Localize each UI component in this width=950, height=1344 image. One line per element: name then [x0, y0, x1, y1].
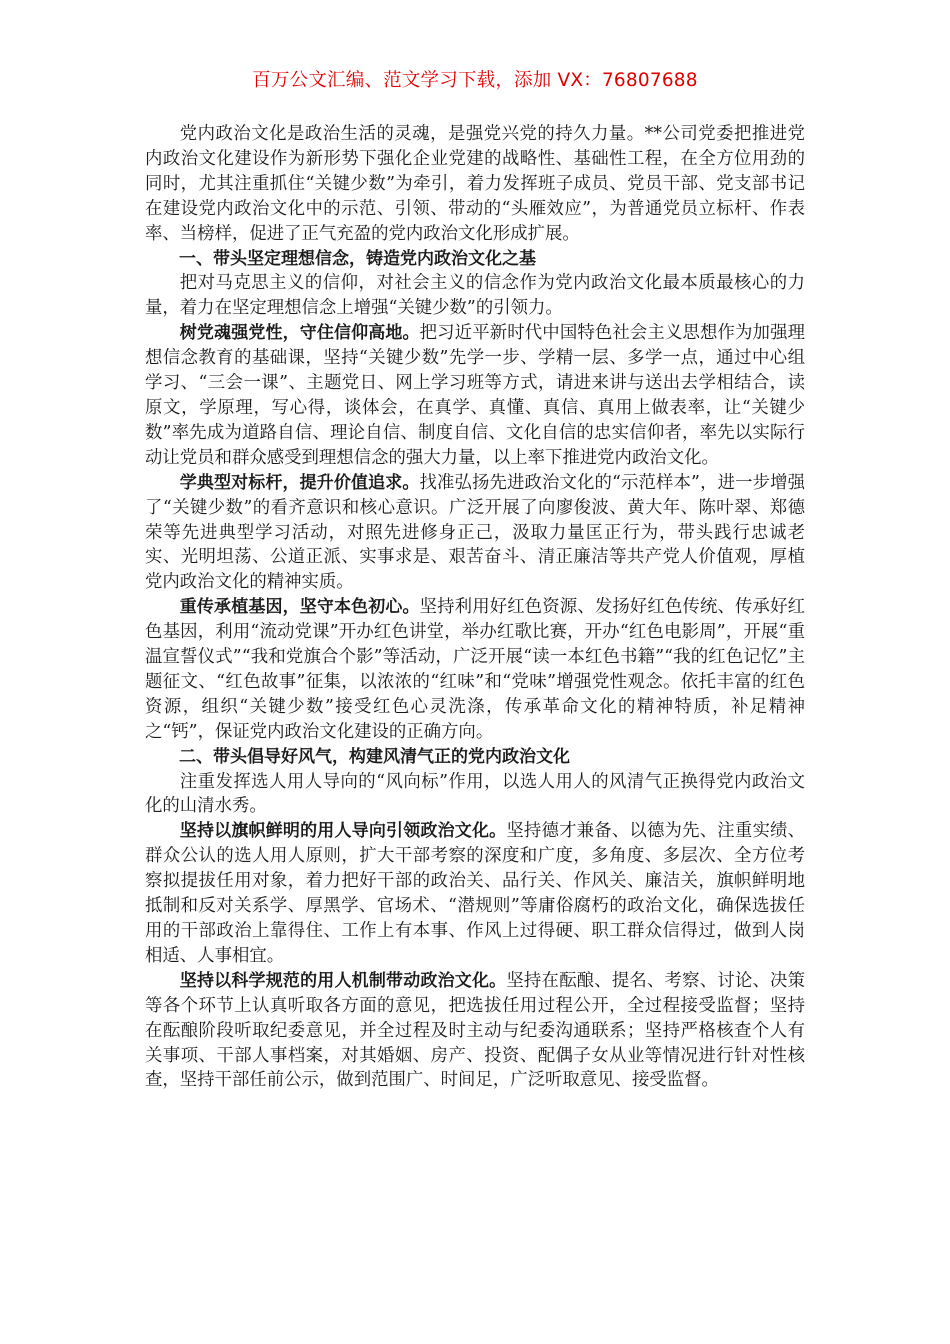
section-2-paragraph-1: [145, 819, 805, 968]
paragraph-lead: 树党魂强党性，守住信仰高地。: [179, 323, 420, 344]
paragraph-lead: 学典型对标杆，提升价值追求。: [179, 472, 420, 493]
paragraph-text: 找准弘扬先进政治文化的“示范样本”，进一步增强了“关键少数”的看齐意识和核心意识。广泛开展了向廖俊波、黄大年、陈叶翠、郑德荣等先进典型学习活动，对照先进修身正己，汲取力量匡正行为，带头践行忠诚老实、光明坦荡、公道正派、实事求是、艰苦奋斗、清正廉洁等共产党人价值观，厚植党内政治文化的精神实质。: [145, 472, 805, 593]
section-1-paragraph-1: [145, 321, 805, 470]
section-1-paragraph-2: [145, 471, 805, 596]
paragraph-text: 坚持利用好红色资源、发扬好红色传统、传承好红色基因，利用“流动党课”开办红色讲堂，举办红歌比赛，开办“红色电影周”，开展“重温宣誓仪式”“我和党旗合个影”等活动，广泛开展“读一本红色书籍”“我的红色记忆”主题征文、“红色故事”征集，以浓浓的“红味”和“党味”增强党性观念。依托丰富的红色资源，组织“关键少数”接受红色心灵洗涤，传承革命文化的精神特质，补足精神之“钙”，保证党内政治文化建设的正确方向。: [145, 597, 805, 742]
watermark-banner: 百万公文汇编、范文学习下载，添加 VX：76807688: [252, 70, 698, 91]
section-2-paragraph-2: [145, 969, 805, 1094]
section-1-paragraph-3: [145, 595, 805, 744]
paragraph-text: 把习近平新时代中国特色社会主义思想作为加强理想信念教育的基础课，坚持“关键少数”先学一步、学精一层、多学一点，通过中心组学习、“三会一课”、主题党日、网上学习班等方式，请进来讲与送出去学相结合，读原文，学原理，写心得，谈体会，在真学、真懂、真信、真用上做表率，让“关键少数”率先成为道路自信、理论自信、制度自信、文化自信的忠实信仰者，率先以实际行动让党员和群众感受到理想信念的强大力量，以上率下推进党内政治文化。: [145, 323, 805, 468]
section-2-intro: 注重发挥选人用人导向的“风向标”作用，以选人用人的风清气正换得党内政治文化的山清水秀。: [145, 771, 805, 817]
paragraph-text: 坚持德才兼备、以德为先、注重实绩、群众公认的选人用人原则，扩大干部考察的深度和广度，多角度、多层次、全方位考察拟提拔任用对象，着力把好干部的政治关、品行关、作风关、廉洁关，旗帜鲜明地抵制和反对关系学、厚黑学、官场术、“潜规则”等庸俗腐朽的政治文化，确保选拔任用的干部政治上靠得住、工作上有本事、作风上过得硬、职工群众信得过，做到人岗相适、人事相宜。: [145, 821, 805, 966]
intro-paragraph: 党内政治文化是政治生活的灵魂，是强党兴党的持久力量。**公司党委把推进党内政治文化建设作为新形势下强化企业党建的战略性、基础性工程，在全方位用劲的同时，尤其注重抓住“关键少数”为牵引，着力发挥班子成员、党员干部、党支部书记在建设党内政治文化中的示范、引领、带动的“头雁效应”，为普通党员立标杆、作表率、当榜样，促进了正气充盈的党内政治文化形成扩展。: [145, 124, 805, 244]
paragraph-lead: 坚持以科学规范的用人机制带动政治文化。: [179, 970, 507, 991]
section-1-heading: 一、带头坚定理想信念，铸造党内政治文化之基: [179, 248, 536, 269]
paragraph-lead: 重传承植基因，坚守本色初心。: [179, 597, 420, 618]
paragraph-text: 坚持在酝酿、提名、考察、讨论、决策等各个环节上认真听取各方面的意见，把选拔任用过程公开，全过程接受监督；坚持在酝酿阶段听取纪委意见，并全过程及时主动与纪委沟通联系；坚持严格核查个人有关事项、干部人事档案，对其婚姻、房产、投资、配偶子女从业等情况进行针对性核查，坚持干部任前公示，做到范围广、时间足，广泛听取意见、接受监督。: [145, 970, 805, 1091]
paragraph-lead: 坚持以旗帜鲜明的用人导向引领政治文化。: [179, 821, 507, 842]
section-1-intro: 把对马克思主义的信仰，对社会主义的信念作为党内政治文化最本质最核心的力量，着力在坚定理想信念上增强“关键少数”的引领力。: [145, 273, 805, 319]
section-2-heading: 二、带头倡导好风气，构建风清气正的党内政治文化: [179, 746, 570, 767]
document-body: [145, 122, 805, 1093]
